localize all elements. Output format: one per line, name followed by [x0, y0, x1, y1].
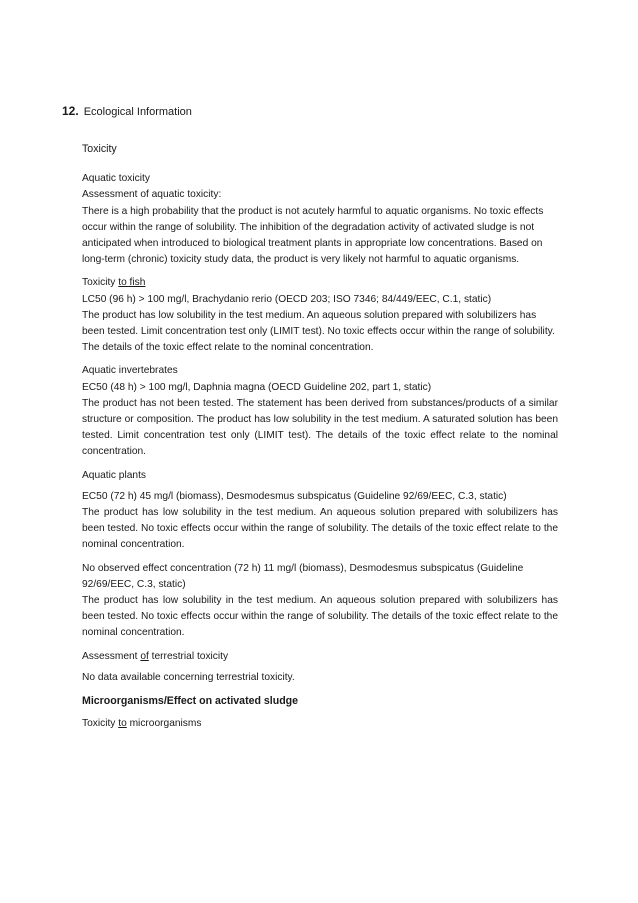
fish-toxicity-text: The product has low solubility in the test medium. An aqueous solution prepared with solubilizers has been tested. Limit concentration test only (LIMIT test). No toxic effects occur within the range of solubility. The details of the toxic effect relate to the nominal concentration. — [82, 309, 555, 354]
invertebrates-label: Aquatic invertebrates — [82, 365, 178, 377]
section-title: Ecological Information — [83, 106, 192, 118]
plants-result: EC50 (72 h) 45 mg/l (biomass), Desmodesmus subspicatus (Guideline 92/69/EEC, C.3, static) — [82, 490, 507, 502]
invertebrates-block — [82, 363, 558, 460]
section-content — [82, 141, 558, 733]
aquatic-assessment-subhead: Assessment of aquatic toxicity: — [82, 189, 222, 201]
toxicity-heading: Toxicity — [82, 143, 117, 155]
plants-label: Aquatic plants — [82, 469, 146, 481]
fish-toxicity-result: LC50 (96 h) > 100 mg/l, Brachydanio rerio (OECD 203; ISO 7346; 84/449/EEC, C.1, static) — [82, 293, 492, 305]
terrestrial-text: No data available concerning terrestrial toxicity. — [82, 671, 295, 683]
microorganisms-label: Toxicity to microorganisms — [82, 718, 202, 730]
plants-noec-text: The product has low solubility in the test medium. An aqueous solution prepared with solubilizers has been tested. No toxic effects occur within the range of solubility. The details of the toxic effect relate to the nominal concentration. — [82, 595, 558, 639]
terrestrial-label: Assessment of terrestrial toxicity — [82, 650, 229, 662]
fish-toxicity-label: Toxicity to fish — [82, 277, 146, 289]
plants-block — [82, 468, 558, 554]
aquatic-toxicity-block — [82, 171, 558, 268]
section-header — [62, 104, 192, 118]
plants-text: The product has low solubility in the test medium. An aqueous solution prepared with solubilizers has been tested. No toxic effects occur within the range of solubility. The details of the toxic effect relate to the nominal concentration. — [82, 507, 558, 551]
microorganisms-heading: Microorganisms/Effect on activated sludge — [82, 695, 299, 708]
fish-toxicity-block — [82, 275, 558, 356]
invertebrates-text: The product has not been tested. The statement has been derived from substances/products of a similar structure or composition. The product has low solubility in the test medium. A saturated solution has been tested. Limit concentration test only (LIMIT test). The details of the toxic effect relate to the nominal concentration. — [82, 397, 558, 458]
plants-noec-result: No observed effect concentration (72 h) 11 mg/l (biomass), Desmodesmus subspicatus (Guideline 92/69/EEC, C.3, static) — [82, 562, 524, 590]
invertebrates-result: EC50 (48 h) > 100 mg/l, Daphnia magna (OECD Guideline 202, part 1, static) — [82, 381, 432, 393]
aquatic-toxicity-label: Aquatic toxicity — [82, 173, 150, 185]
plants-noec-block — [82, 561, 558, 642]
terrestrial-block — [82, 649, 558, 686]
section-number: 12. — [62, 104, 79, 118]
aquatic-assessment-text: There is a high probability that the product is not acutely harmful to aquatic organisms. No toxic effects occur within the range of solubility. The inhibition of the degradation activity of activated sludge is not anticipated when introduced to biological treatment plants in appropriate low concentrations. Based on long-term (chronic) toxicity study data, the product is very likely not harmful to aquatic organisms. — [82, 205, 544, 266]
